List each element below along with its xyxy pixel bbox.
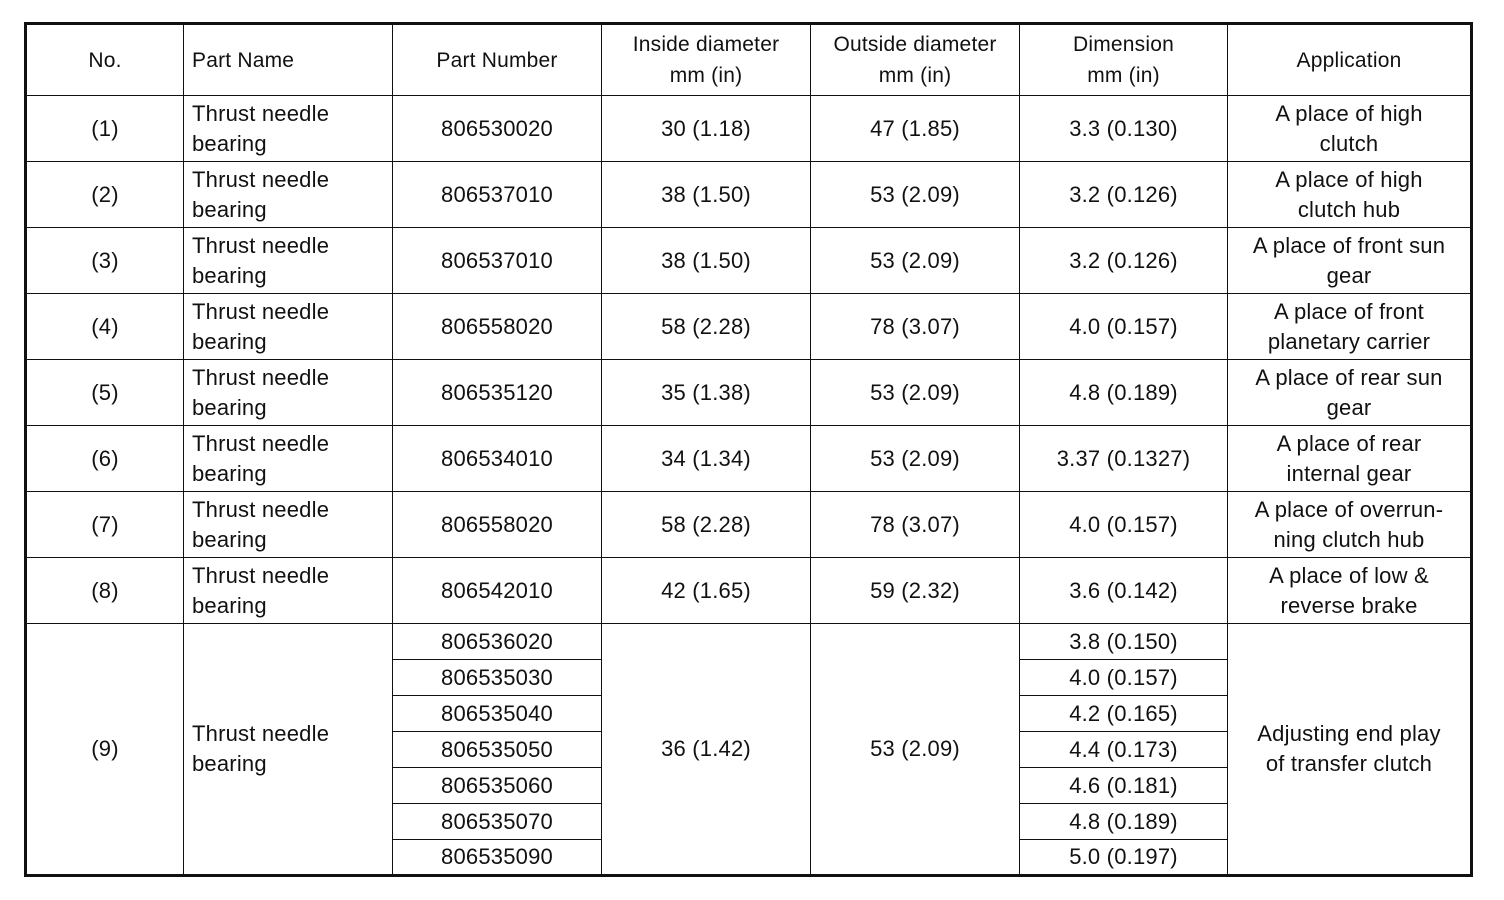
- row-no: (3): [26, 228, 184, 294]
- row-no: (5): [26, 360, 184, 426]
- dimension: 4.8 (0.189): [1020, 804, 1228, 840]
- part-name-line2: bearing: [192, 751, 267, 776]
- dimension: 4.2 (0.165): [1020, 696, 1228, 732]
- header-inside-diameter: [602, 24, 811, 96]
- part-number: 806535090: [393, 840, 602, 876]
- outside-diameter: 53 (2.09): [811, 228, 1020, 294]
- row-no: (8): [26, 558, 184, 624]
- application: [1228, 162, 1472, 228]
- application-line1: A place of front sun: [1252, 232, 1446, 258]
- header-part-number: Part Number: [393, 24, 602, 96]
- dimension: 4.8 (0.189): [1020, 360, 1228, 426]
- inside-diameter: 58 (2.28): [602, 492, 811, 558]
- thrust-bearing-spec-table: [24, 22, 1473, 877]
- application: [1228, 558, 1472, 624]
- application: [1228, 492, 1472, 558]
- dimension: 4.0 (0.157): [1020, 294, 1228, 360]
- part-name-line1: Thrust needle: [192, 100, 330, 126]
- header-dimension-line2: mm (in): [1087, 64, 1160, 87]
- application-line1: A place of rear: [1276, 430, 1422, 456]
- header-outside-diameter-line1: Outside diameter: [833, 33, 997, 56]
- part-number: 806558020: [393, 294, 602, 360]
- part-number: 806542010: [393, 558, 602, 624]
- header-inside-diameter-line1: Inside diameter: [632, 33, 780, 56]
- application: [1228, 228, 1472, 294]
- application-line2: planetary carrier: [1267, 328, 1431, 354]
- dimension: 4.0 (0.157): [1020, 660, 1228, 696]
- part-name: [184, 426, 393, 492]
- dimension: 3.6 (0.142): [1020, 558, 1228, 624]
- application-line2: reverse brake: [1280, 592, 1418, 618]
- table-row: [26, 492, 1472, 558]
- dimension: 4.6 (0.181): [1020, 768, 1228, 804]
- application-line2: clutch hub: [1297, 196, 1401, 222]
- dimension: 4.4 (0.173): [1020, 732, 1228, 768]
- outside-diameter: 47 (1.85): [811, 96, 1020, 162]
- dimension: 3.8 (0.150): [1020, 624, 1228, 660]
- header-row: [26, 24, 1472, 96]
- table-row: [26, 360, 1472, 426]
- header-application: Application: [1228, 24, 1472, 96]
- application-line2: ning clutch hub: [1273, 526, 1425, 552]
- part-name-line1: Thrust needle: [192, 232, 330, 258]
- inside-diameter: 42 (1.65): [602, 558, 811, 624]
- part-name: [184, 492, 393, 558]
- header-part-name: Part Name: [184, 24, 393, 96]
- part-number: 806558020: [393, 492, 602, 558]
- part-name: [184, 162, 393, 228]
- application-line1: A place of low &: [1269, 562, 1429, 588]
- application: [1228, 624, 1472, 876]
- part-name-line1: Thrust needle: [192, 721, 330, 746]
- table-row: [26, 558, 1472, 624]
- part-name: [184, 558, 393, 624]
- part-name-line1: Thrust needle: [192, 166, 330, 192]
- inside-diameter: 35 (1.38): [602, 360, 811, 426]
- dimension: 3.2 (0.126): [1020, 228, 1228, 294]
- row-no: (6): [26, 426, 184, 492]
- part-name-line2: bearing: [192, 130, 267, 156]
- inside-diameter: 30 (1.18): [602, 96, 811, 162]
- inside-diameter: 34 (1.34): [602, 426, 811, 492]
- part-number: 806535050: [393, 732, 602, 768]
- application-line2: of transfer clutch: [1265, 751, 1433, 776]
- table-row: [26, 294, 1472, 360]
- part-name: [184, 294, 393, 360]
- dimension: 4.0 (0.157): [1020, 492, 1228, 558]
- part-number: 806535060: [393, 768, 602, 804]
- table-row: [26, 426, 1472, 492]
- dimension: 3.2 (0.126): [1020, 162, 1228, 228]
- part-number: 806535070: [393, 804, 602, 840]
- part-name-line2: bearing: [192, 328, 267, 354]
- row-no: (2): [26, 162, 184, 228]
- application-line1: A place of overrun-: [1254, 496, 1444, 522]
- part-name-line1: Thrust needle: [192, 364, 330, 390]
- row-no: (1): [26, 96, 184, 162]
- part-name: [184, 360, 393, 426]
- header-dimension-line1: Dimension: [1072, 33, 1174, 56]
- outside-diameter: 78 (3.07): [811, 492, 1020, 558]
- header-dimension: [1020, 24, 1228, 96]
- application-line1: Adjusting end play: [1257, 721, 1441, 746]
- part-name-line1: Thrust needle: [192, 562, 330, 588]
- application-line1: A place of high: [1275, 100, 1423, 126]
- part-name-line2: bearing: [192, 394, 267, 420]
- application-line2: clutch: [1319, 130, 1379, 156]
- dimension: 3.3 (0.130): [1020, 96, 1228, 162]
- table-row: [26, 228, 1472, 294]
- part-name-line2: bearing: [192, 196, 267, 222]
- part-name: [184, 96, 393, 162]
- inside-diameter: 58 (2.28): [602, 294, 811, 360]
- application-line1: A place of rear sun: [1255, 364, 1443, 390]
- part-name-line1: Thrust needle: [192, 430, 330, 456]
- application: [1228, 426, 1472, 492]
- application-line2: internal gear: [1286, 460, 1412, 486]
- part-number: 806535120: [393, 360, 602, 426]
- table-row: [26, 96, 1472, 162]
- application: [1228, 360, 1472, 426]
- header-outside-diameter: [811, 24, 1020, 96]
- part-name-line2: bearing: [192, 262, 267, 288]
- application-line1: A place of front: [1274, 298, 1424, 324]
- header-no: No.: [26, 24, 184, 96]
- dimension: 3.37 (0.1327): [1020, 426, 1228, 492]
- header-outside-diameter-line2: mm (in): [878, 64, 952, 87]
- row-no: (4): [26, 294, 184, 360]
- application-line1: A place of high: [1275, 166, 1423, 192]
- application: [1228, 294, 1472, 360]
- part-number: 806535040: [393, 696, 602, 732]
- table-row: [26, 624, 1472, 660]
- table-body: [26, 96, 1472, 876]
- part-number: 806534010: [393, 426, 602, 492]
- part-name-line2: bearing: [192, 526, 267, 552]
- row-no: (7): [26, 492, 184, 558]
- part-number: 806537010: [393, 162, 602, 228]
- outside-diameter: 53 (2.09): [811, 624, 1020, 876]
- outside-diameter: 53 (2.09): [811, 162, 1020, 228]
- part-name-line2: bearing: [192, 592, 267, 618]
- outside-diameter: 53 (2.09): [811, 426, 1020, 492]
- part-number: 806536020: [393, 624, 602, 660]
- table-row: [26, 162, 1472, 228]
- part-name-line1: Thrust needle: [192, 298, 330, 324]
- row-no: (9): [26, 624, 184, 876]
- application-line2: gear: [1326, 394, 1372, 420]
- application-line2: gear: [1326, 262, 1372, 288]
- inside-diameter: 36 (1.42): [602, 624, 811, 876]
- outside-diameter: 59 (2.32): [811, 558, 1020, 624]
- part-name-line1: Thrust needle: [192, 496, 330, 522]
- header-inside-diameter-line2: mm (in): [669, 64, 743, 87]
- application: [1228, 96, 1472, 162]
- part-number: 806530020: [393, 96, 602, 162]
- part-number: 806537010: [393, 228, 602, 294]
- outside-diameter: 53 (2.09): [811, 360, 1020, 426]
- part-name: [184, 228, 393, 294]
- outside-diameter: 78 (3.07): [811, 294, 1020, 360]
- part-number: 806535030: [393, 660, 602, 696]
- part-name-line2: bearing: [192, 460, 267, 486]
- dimension: 5.0 (0.197): [1020, 840, 1228, 876]
- part-name: [184, 624, 393, 876]
- inside-diameter: 38 (1.50): [602, 228, 811, 294]
- inside-diameter: 38 (1.50): [602, 162, 811, 228]
